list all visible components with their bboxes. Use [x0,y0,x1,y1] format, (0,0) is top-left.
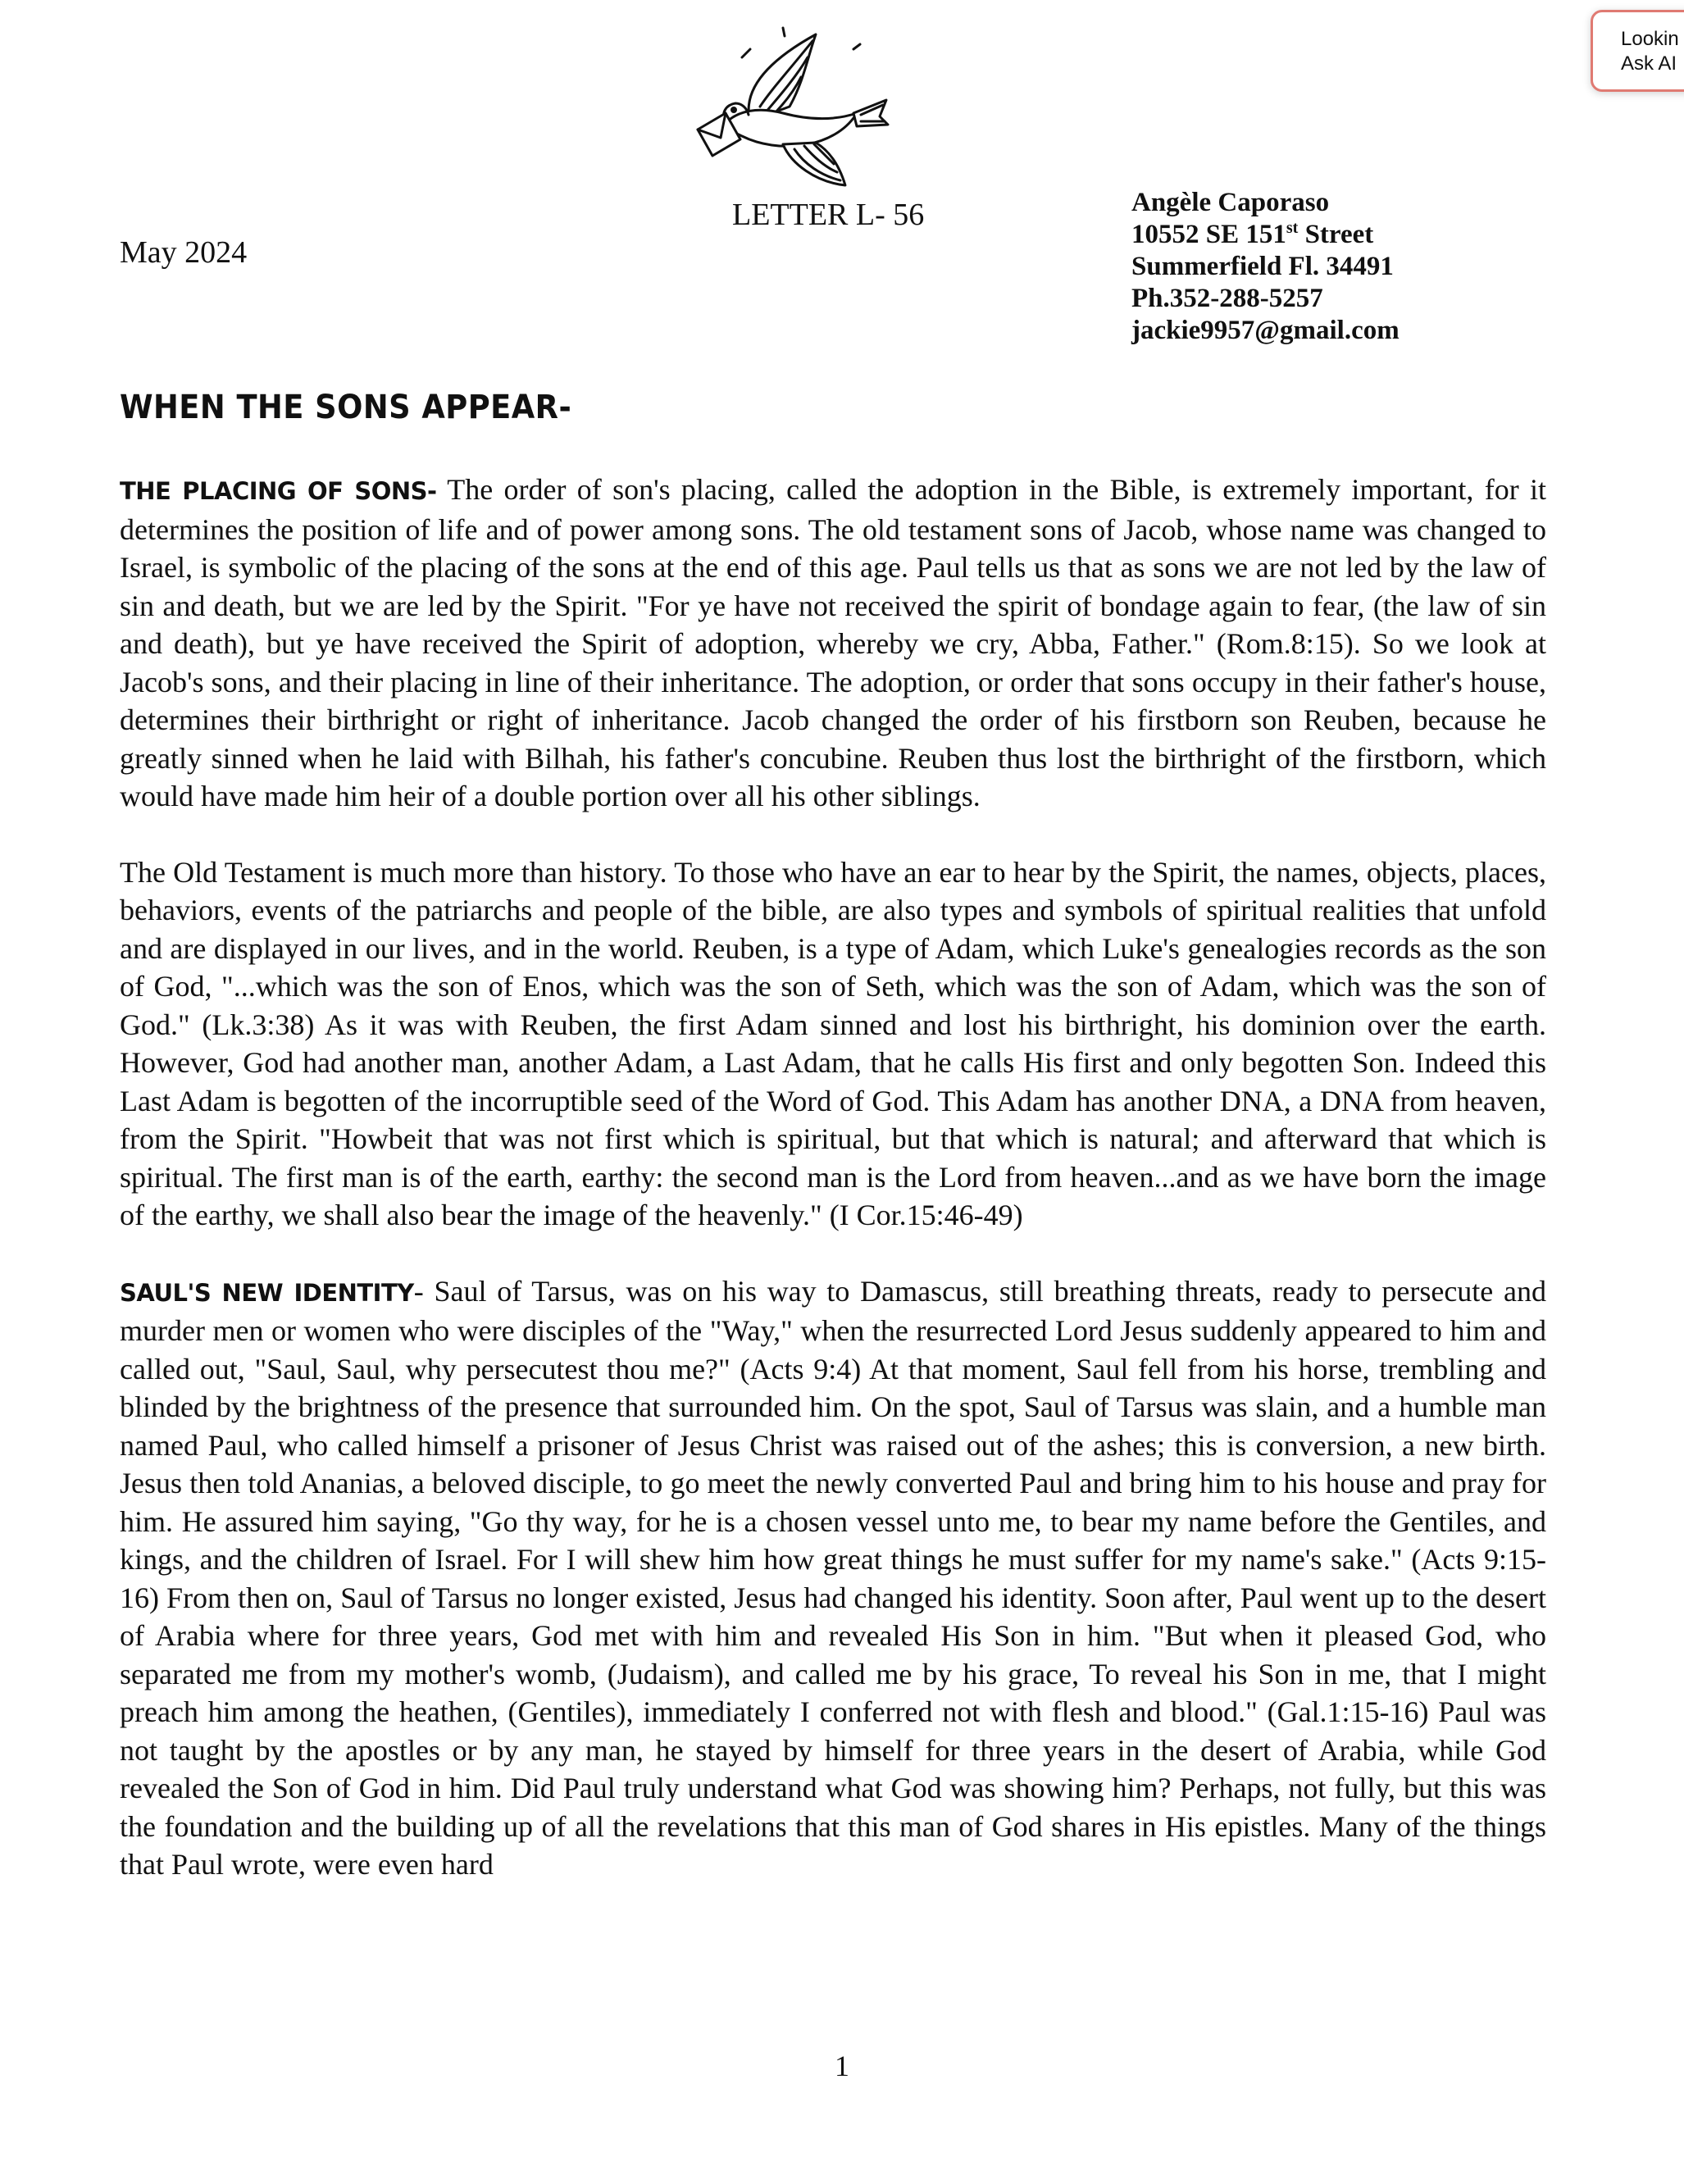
ai-popup-line-2: Ask AI [1621,52,1677,75]
sender-street [1131,219,1400,251]
section-heading-placing-of-sons: THE PLACING OF SONS- [120,477,437,505]
dove-carrying-letter-icon [693,25,890,193]
paragraph-text: The order of son's placing, called the adoption in the Bible, is extremely important, for it determines the position of life and of power among sons. The old testament sons of Jacob, whose name was changed to Israel, is symbolic of the placing of the sons at the end of this age. Paul tells us that as sons we are not led by the law of sin and death, but we are led by the Spirit. "For ye have not received the spirit of bondage again to fear, (the law of sin and death), but ye have received the Spirit of adoption, whereby we cry, Abba, Father." (Rom.8:15). So we look at Jacob's sons, and their placing in line of their inheritance. The adoption, or order that sons occupy in their father's house, determines their birthright or right of inheritance. Jacob changed the order of his firstborn son Reuben, because he greatly sinned when he laid with Bilhah, his father's concubine. Reuben thus lost the birthright of the firstborn, which would have made him heir of a double portion over all his other siblings. [120,473,1546,812]
street-suffix: st [1286,219,1299,237]
paragraph-placing-of-sons [120,471,1546,816]
ask-ai-popup[interactable] [1591,10,1684,92]
section-heading-sauls-new-identity: SAUL'S NEW IDENTITY [120,1278,414,1307]
street-name: Street [1298,220,1374,249]
sender-name: Angèle Caporaso [1131,188,1330,217]
street-number: 10552 SE 151 [1131,220,1286,249]
letter-date: May 2024 [120,235,248,270]
letter-body [120,471,1546,1922]
sender-phone: Ph.352-288-5257 [1131,284,1323,313]
page-number: 1 [835,2050,849,2082]
sender-city: Summerfield Fl. 34491 [1131,252,1394,281]
sender-email: jackie9957@gmail.com [1131,316,1400,345]
paragraph-text: - Saul of Tarsus, was on his way to Damascus, still breathing threats, ready to persecute and murder men or women who were disciples of the "Way," when the resurrected Lord Jesus suddenly appeared to him and called out, "Saul, Saul, why persecutest thou me?" (Acts 9:4) At that moment, Saul fell from his horse, trembling and blinded by the brightness of the presence that surrounded him. On the spot, Saul of Tarsus was slain, and a humble man named Paul, who called himself a prisoner of Jesus Christ was raised out of the ashes; this is conversion, a new birth. Jesus then told Ananias, a beloved disciple, to go meet the newly converted Paul and bring him to his house and pray for him. He assured him saying, "Go thy way, for he is a chosen vessel unto me, to bear my name before the Gentiles, and kings, and the children of Israel. For I will shew him how great things he must suffer for my name's sake." (Acts 9:15-16) From then on, Saul of Tarsus no longer existed, Jesus had changed his identity. Soon after, Paul went up to the desert of Arabia where for three years, God met with him and revealed His Son in him. "But when it pleased God, who separated me from my mother's womb, (Judaism), and called me by his grace, To reveal his Son in me, that I might preach him among the heathen, (Gentiles), immediately I conferred not with flesh and blood." (Gal.1:15-16) Paul was not taught by the apostles or by any man, he stayed by himself for three years in the desert of Arabia, while God revealed the Son of God in him. Did Paul truly understand what God was showing him? Perhaps, not fully, but this was the foundation and the building up of all the revelations that this man of God shares in His epistles. Many of the things that Paul wrote, were even hard [120,1274,1546,1881]
paragraph-text: The Old Testament is much more than history. To those who have an ear to hear by the Spirit, the names, objects, places, behaviors, events of the patriarchs and people of the bible, are also types and symbols of spiritual realities that unfold and are displayed in our lives, and in the world. Reuben, is a type of Adam, which Luke's genealogies records as the son of God, "...which was the son of Enos, which was the son of Seth, which was the son of Adam, which was the son of God." (Lk.3:38) As it was with Reuben, the first Adam sinned and lost his birthright, his dominion over the earth. However, God had another man, another Adam, a Last Adam, that he calls His first and only begotten Son. Indeed this Last Adam is begotten of the incorruptible seed of the Word of God. This Adam has another DNA, a DNA from heaven, from the Spirit. "Howbeit that was not first which is spiritual, but that which is natural; and afterward that which is spiritual. The first man is of the earth, earthy: the second man is the Lord from heaven...and as we have born the image of the earthy, we shall also bear the image of the heavenly." (I Cor.15:46-49) [120,855,1546,1231]
paragraph-sauls-new-identity [120,1272,1546,1884]
sender-address-block [1131,187,1400,347]
ai-popup-line-1: Lookin [1621,28,1679,50]
paragraph-old-testament [120,853,1546,1235]
page-title: WHEN THE SONS APPEAR- [120,389,572,426]
letter-number: LETTER L- 56 [732,198,925,232]
